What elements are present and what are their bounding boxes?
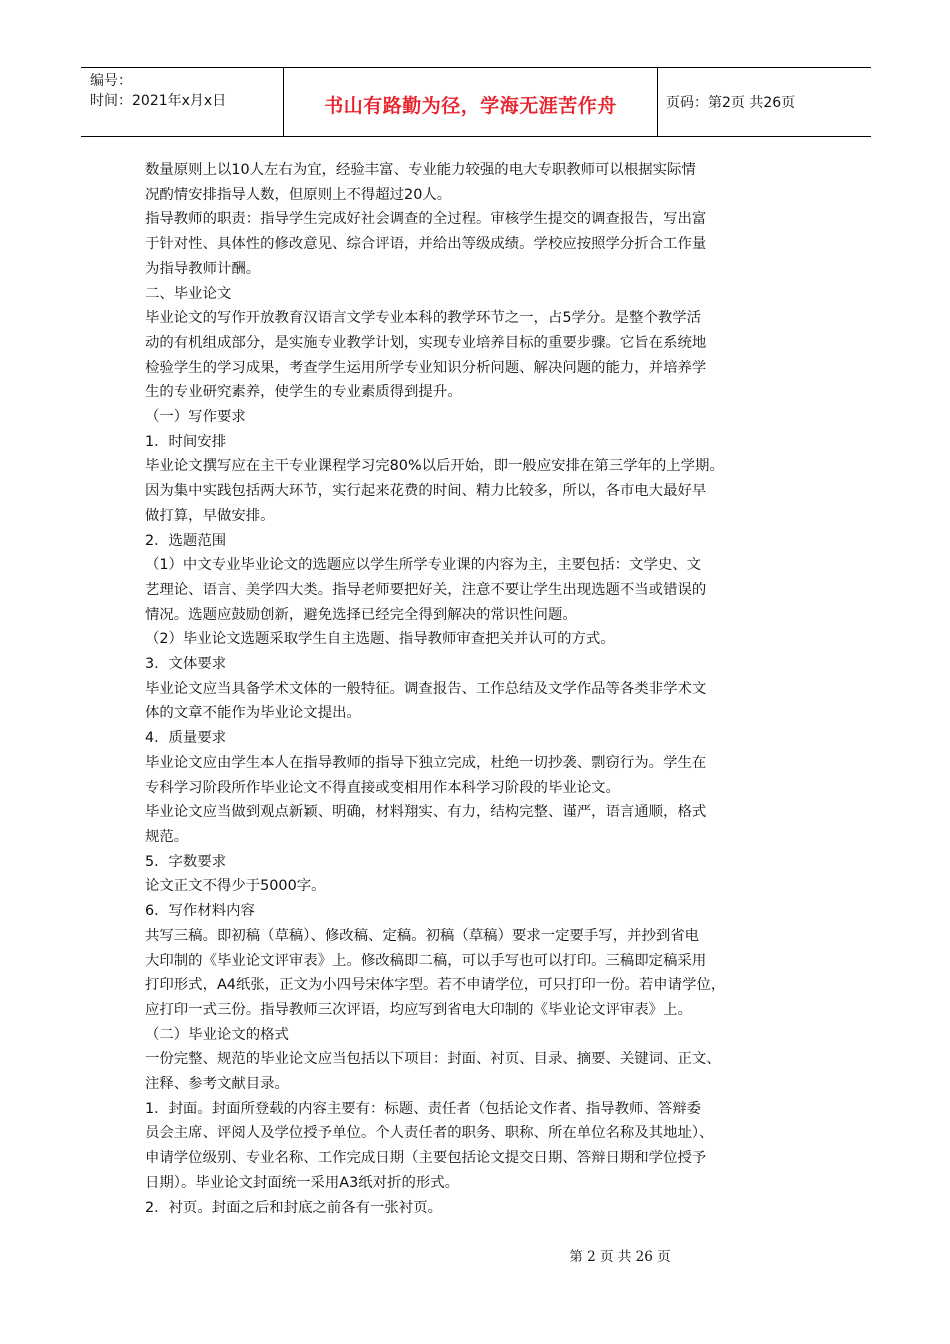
text-line: 规范。: [145, 828, 189, 845]
text-line: 3．文体要求: [145, 656, 227, 673]
text-line: 共写三稿。即初稿（草稿）、修改稿、定稿。初稿（草稿）要求一定要手写，并抄到省电: [145, 927, 700, 944]
text-line: 2．衬页。封面之后和封底之前各有一张衬页。: [145, 1199, 442, 1216]
header-motto: 书山有路勤为径，学海无涯苦作舟: [284, 68, 658, 136]
text-line: 数量原则上以10人左右为宜，经验丰富、专业能力较强的电大专职教师可以根据实际情: [145, 162, 696, 178]
header-page-code: 页码：第2页 共26页: [666, 95, 796, 111]
text-line: （2）毕业论文选题采取学生自主选题、指导教师审查把关并认可的方式。: [145, 631, 615, 648]
text-line: 2．选题范围: [145, 532, 227, 549]
document-body: [145, 158, 825, 1220]
text-line: 4．质量要求: [145, 730, 227, 747]
text-line: 艺理论、语言、美学四大类。指导老师要把好关，注意不要让学生出现选题不当或错误的: [145, 581, 707, 598]
text-line: 情况。选题应鼓励创新，避免选择已经完全得到解决的常识性问题。: [145, 606, 577, 623]
text-line: 因为集中实践包括两大环节，实行起来花费的时间、精力比较多，所以，各市电大最好早: [145, 483, 707, 500]
text-line: 毕业论文应当做到观点新颖、明确，材料翔实、有力，结构完整、谨严，语言通顺，格式: [145, 804, 707, 821]
number-label: 编号：: [90, 73, 132, 89]
text-line: 指导教师的职责：指导学生完成好社会调查的全过程。审核学生提交的调查报告，写出富: [145, 211, 707, 228]
text-line: 专科学习阶段所作毕业论文不得直接或变相用作本科学习阶段的毕业论文。: [145, 779, 620, 796]
text-line: 毕业论文的写作开放教育汉语言文学专业本科的教学环节之一，占5学分。是整个教学活: [145, 310, 702, 327]
text-line: 申请学位级别、专业名称、工作完成日期（主要包括论文提交日期、答辩日期和学位授予: [145, 1150, 707, 1167]
text-line: 毕业论文应由学生本人在指导教师的指导下独立完成，杜绝一切抄袭、剽窃行为。学生在: [145, 754, 707, 771]
text-line: （二）毕业论文的格式: [145, 1026, 289, 1043]
text-line: 5．字数要求: [145, 853, 227, 870]
text-line: 1．封面。封面所登载的内容主要有：标题、责任者（包括论文作者、指导教师、答辩委: [145, 1100, 702, 1117]
text-line: 日期）。毕业论文封面统一采用A3纸对折的形式。: [145, 1174, 460, 1191]
text-line: 动的有机组成部分，是实施专业教学计划，实现专业培养目标的重要步骤。它旨在系统地: [145, 334, 707, 351]
text-line: 于针对性、具体性的修改意见、综合评语，并给出等级成绩。学校应按照学分折合工作量: [145, 236, 707, 253]
text-line: （一）写作要求: [145, 409, 246, 426]
text-line: 况酌情安排指导人数，但原则上不得超过20人。: [145, 186, 452, 203]
text-line: 一份完整、规范的毕业论文应当包括以下项目：封面、衬页、目录、摘要、关键词、正文、: [145, 1051, 721, 1068]
page-footer: 第 2 页 共 26 页: [569, 1249, 671, 1265]
page-header: [81, 67, 871, 137]
text-line: 毕业论文撰写应在主干专业课程学习完80%以后开始，即一般应安排在第三学年的上学期。: [145, 458, 724, 475]
time-label: 时间：2021年x月x日: [90, 93, 227, 109]
text-line: （1）中文专业毕业论文的选题应以学生所学专业课的内容为主，主要包括：文学史、文: [145, 557, 702, 574]
text-line: 打印形式，A4纸张，正文为小四号宋体字型。若不申请学位，可只打印一份。若申请学位，: [145, 977, 726, 994]
text-line: 6．写作材料内容: [145, 903, 255, 920]
text-line: 员会主席、评阅人及学位授予单位。个人责任者的职务、职称、所在单位名称及其地址）、: [145, 1125, 714, 1142]
text-line: 大印制的《毕业论文评审表》上。修改稿即二稿，可以手写也可以打印。三稿即定稿采用: [145, 952, 707, 969]
text-line: 做打算，早做安排。: [145, 507, 275, 524]
text-line: 为指导教师计酬。: [145, 260, 261, 277]
text-line: 生的专业研究素养，使学生的专业素质得到提升。: [145, 384, 462, 401]
text-line: 注释、参考文献目录。: [145, 1076, 289, 1093]
text-line: 论文正文不得少于5000字。: [145, 878, 326, 895]
text-line: 体的文章不能作为毕业论文提出。: [145, 705, 361, 722]
text-line: 毕业论文应当具备学术文体的一般特征。调查报告、工作总结及文学作品等各类非学术文: [145, 680, 707, 697]
header-meta-cell: [81, 68, 284, 136]
text-line: 应打印一式三份。指导教师三次评语，均应写到省电大印制的《毕业论文评审表》上。: [145, 1001, 692, 1018]
text-line: 1．时间安排: [145, 433, 227, 450]
text-line: 二、毕业论文: [145, 285, 232, 302]
text-line: 检验学生的学习成果，考查学生运用所学专业知识分析问题、解决问题的能力，并培养学: [145, 359, 707, 376]
